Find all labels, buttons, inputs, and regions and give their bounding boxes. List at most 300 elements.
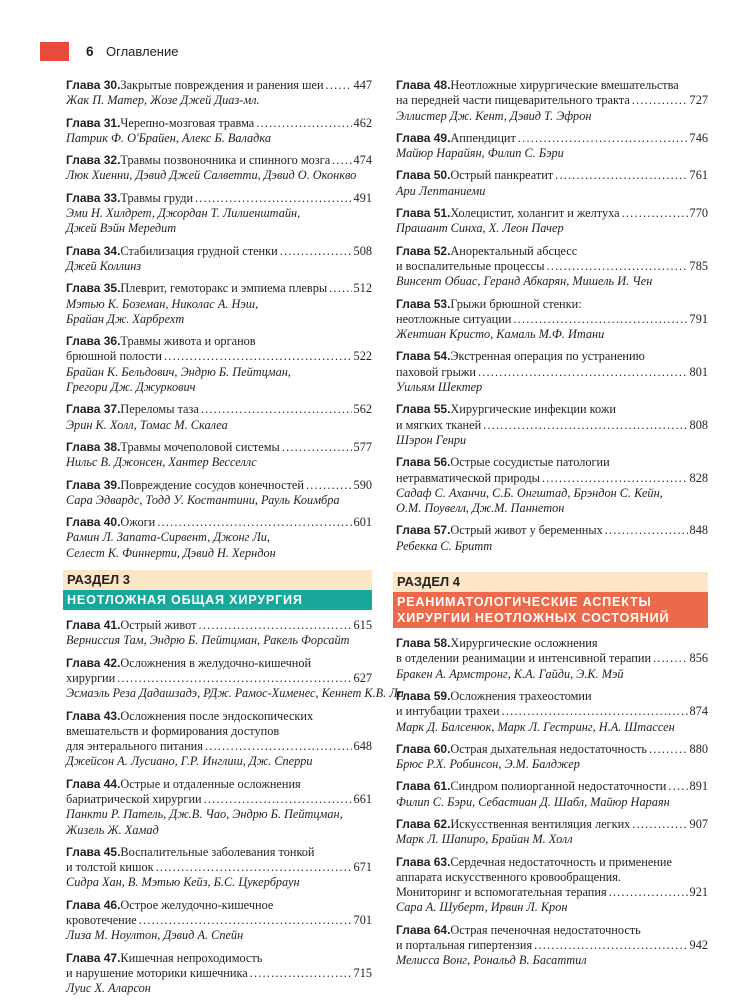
chapter-title-line [396, 418, 708, 433]
chapter-authors: Майюр Нарайян, Филип С. Бэри [396, 146, 564, 161]
chapter-title-line [66, 966, 372, 981]
chapter-title-line [66, 845, 372, 860]
dot-leader [199, 618, 352, 633]
chapter-label: Глава 34. [66, 243, 121, 258]
chapter-authors: Рамин Л. Запата-Сирвент, Джонг Ли, [66, 530, 271, 545]
toc-entry [396, 855, 708, 916]
chapter-authors: Джей Коллинз [66, 258, 142, 273]
chapter-authors: Садаф С. Аханчи, С.Б. Онгштад, Брэндон С. Кейн, [396, 485, 663, 500]
chapter-title-line [66, 440, 372, 455]
chapter-title: Хирургические инфекции кожи [450, 402, 616, 417]
chapter-label: Глава 31. [66, 115, 121, 130]
dot-leader [157, 515, 351, 530]
chapter-page-number: 522 [353, 349, 372, 364]
dot-leader [280, 244, 352, 259]
dot-leader [518, 131, 688, 146]
chapter-label: Глава 39. [66, 477, 121, 492]
chapter-label: Глава 41. [66, 618, 121, 633]
chapter-title-line [66, 951, 372, 966]
dot-leader [195, 191, 352, 206]
chapter-page-number: 512 [353, 281, 372, 296]
chapter-label: Глава 36. [66, 334, 121, 349]
chapter-authors: Сара Эдвардс, Тодд У. Костантини, Рауль Коимбра [66, 492, 340, 507]
dot-leader [649, 742, 688, 757]
toc-entry [66, 845, 372, 891]
chapter-title: и интубации трахеи [396, 704, 500, 719]
chapter-label: Глава 58. [396, 636, 451, 651]
chapter-title: Травмы груди [120, 190, 194, 205]
chapter-title-line [396, 455, 708, 470]
chapter-title-line [66, 402, 372, 417]
chapter-title-line [66, 244, 372, 259]
chapter-title: Экстренная операция по устранению [450, 349, 645, 364]
chapter-authors: Патрик Ф. О'Брайен, Алекс Б. Валадка [66, 130, 271, 145]
chapter-authors: Брюс Р.Х. Робинсон, Э.М. Балджер [396, 757, 580, 772]
chapter-title: Хирургические осложнения [450, 636, 598, 651]
chapter-title: Холецистит, холангит и желтуха [450, 206, 620, 221]
toc-entry [66, 116, 372, 147]
toc-entry [66, 709, 372, 770]
chapter-title-line [396, 651, 708, 666]
chapter-title-line [396, 365, 708, 380]
chapter-title-line [66, 656, 372, 671]
toc-entry [396, 523, 708, 554]
chapter-page-number: 701 [353, 913, 372, 928]
chapter-title-line [396, 523, 708, 538]
chapter-page-number: 746 [689, 130, 708, 145]
chapter-title-line [66, 191, 372, 206]
dot-leader [329, 281, 351, 296]
chapter-title: аппарата искусственного кровообращения. [396, 869, 621, 884]
chapter-title-line [396, 297, 708, 312]
chapter-authors: Селест К. Финнерти, Дэвид Н. Херндон [66, 545, 276, 560]
chapter-authors: О.М. Поувелл, Дж.М. Паннетон [396, 501, 565, 516]
chapter-title-line [396, 636, 708, 651]
chapter-authors: Сидра Хан, В. Мэтью Кейз, Б.С. Цукербраун [66, 875, 300, 890]
chapter-title-line [396, 779, 708, 794]
chapter-label: Глава 64. [396, 922, 451, 937]
chapter-title: Ожоги [120, 515, 156, 530]
toc-entry [396, 923, 708, 969]
toc-entry [66, 515, 372, 561]
chapter-title-line [396, 471, 708, 486]
chapter-authors: Жак П. Матер, Жозе Джей Диаз-мл. [66, 93, 260, 108]
chapter-page-number: 856 [689, 651, 708, 666]
chapter-page-number: 562 [353, 402, 372, 417]
chapter-page-number: 848 [689, 523, 708, 538]
toc-entry [66, 951, 372, 997]
chapter-title: брюшной полости [66, 349, 163, 364]
chapter-title-line [66, 913, 372, 928]
chapter-label: Глава 38. [66, 439, 121, 454]
chapter-title-line [66, 860, 372, 875]
toc-entry [66, 777, 372, 838]
chapter-title-line [66, 515, 372, 530]
chapter-title: Аноректальный абсцесс [450, 243, 578, 258]
chapter-authors: Брайан К. Бельдович, Эндрю Б. Пейтцман, [66, 364, 291, 379]
chapter-label: Глава 35. [66, 281, 121, 296]
chapter-authors: Нильс В. Джонсен, Хантер Весселлс [66, 455, 257, 470]
section-4-title [393, 592, 708, 628]
page-header [0, 42, 750, 64]
chapter-page-number: 801 [689, 364, 708, 379]
chapter-title-line [396, 923, 708, 938]
chapter-label: Глава 55. [396, 402, 451, 417]
chapter-title: Черепно-мозговая травма [120, 115, 255, 130]
chapter-title-line [396, 168, 708, 183]
toc-entry [396, 636, 708, 682]
dot-leader [483, 418, 687, 433]
toc-entry [396, 455, 708, 516]
chapter-title-line [396, 349, 708, 364]
dot-leader [250, 966, 352, 981]
toc-entry [66, 153, 372, 184]
chapter-title: Острый живот [120, 618, 197, 633]
chapter-title: для энтерального питания [66, 739, 203, 754]
chapter-page-number: 921 [689, 885, 708, 900]
toc-entry [66, 655, 404, 702]
dot-leader [668, 779, 687, 794]
chapter-authors: Бракен А. Армстронг, К.А. Гайди, Э.К. Мэй [396, 666, 624, 681]
chapter-title: Плеврит, гемоторакс и эмпиема плевры [120, 281, 328, 296]
dot-leader [282, 440, 352, 455]
dot-leader [547, 259, 688, 274]
chapter-title: неотложные ситуации [396, 311, 512, 326]
chapter-label: Глава 62. [396, 816, 451, 831]
chapter-title: на передней части пищеварительного тракта [396, 93, 630, 108]
chapter-title: Мониторинг и вспомогательная терапия [396, 885, 607, 900]
chapter-title: Травмы мочеполовой системы [120, 439, 280, 454]
chapter-label: Глава 59. [396, 688, 451, 703]
chapter-title-line [396, 131, 708, 146]
chapter-label: Глава 63. [396, 854, 451, 869]
chapter-authors: Эллистер Дж. Кент, Дэвид Т. Эфрон [396, 108, 592, 123]
chapter-authors: Марк Л. Шапиро, Брайан М. Холл [396, 832, 573, 847]
right-column [396, 78, 708, 976]
chapter-authors: Эми Н. Хилдрет, Джордан Т. Лилиенштайн, [66, 206, 301, 221]
chapter-authors: Сара А. Шуберт, Ирвин Л. Крон [396, 900, 568, 915]
chapter-title-line [396, 93, 708, 108]
chapter-page-number: 661 [353, 791, 372, 806]
chapter-authors: Жентиан Кристо, Камаль М.Ф. Итани [396, 327, 605, 342]
chapter-label: Глава 53. [396, 296, 451, 311]
chapter-page-number: 785 [689, 258, 708, 273]
chapter-title-line [66, 478, 372, 493]
chapter-title-line [396, 855, 708, 870]
toc-entry [396, 78, 708, 124]
chapter-page-number: 615 [353, 618, 372, 633]
chapter-authors: Марк Д. Балсенюк, Марк Л. Гестринг, Н.А. Штассен [396, 719, 675, 734]
chapter-page-number: 627 [353, 670, 372, 685]
chapter-page-number: 462 [353, 115, 372, 130]
toc-entry [396, 817, 708, 848]
chapter-title-line [66, 739, 372, 754]
toc-list-left-b [66, 618, 404, 997]
chapter-label: Глава 37. [66, 402, 121, 417]
chapter-title-line [396, 704, 708, 719]
chapter-title: Осложнения в желудочно-кишечной [120, 655, 312, 670]
chapter-title: Переломы таза [120, 402, 199, 417]
chapter-title: Повреждение сосудов конечностей [120, 477, 304, 492]
chapter-authors: Эрин К. Холл, Томас М. Скалеа [66, 417, 228, 432]
dot-leader [332, 153, 351, 168]
section-4-title-line: РЕАНИМАТОЛОГИЧЕСКИЕ АСПЕКТЫ [397, 595, 652, 610]
chapter-label: Глава 49. [396, 130, 451, 145]
chapter-title: и толстой кишок [66, 860, 154, 875]
chapter-authors: Филип С. Бэри, Себастиан Д. Шабл, Майюр Нараян [396, 794, 670, 809]
dot-leader [256, 116, 351, 131]
chapter-title: вмешательств и формирования доступов [66, 723, 280, 738]
dot-leader [156, 860, 352, 875]
chapter-title: нетравматической природы [396, 470, 540, 485]
chapter-title: Стабилизация грудной стенки [120, 243, 278, 258]
chapter-page-number: 942 [689, 938, 708, 953]
chapter-page-number: 761 [689, 168, 708, 183]
dot-leader [204, 792, 352, 807]
toc-entry [66, 191, 372, 237]
chapter-title: Острый живот у беременных [450, 523, 603, 538]
toc-list-right-b [396, 636, 708, 969]
dot-leader [542, 471, 688, 486]
chapter-authors: Винсент Обиас, Геранд Абкарян, Мишель И. Чен [396, 274, 653, 289]
toc-entry [66, 618, 372, 649]
section-3-label: РАЗДЕЛ 3 [63, 570, 372, 590]
chapter-title-line [66, 792, 372, 807]
chapter-title: Закрытые повреждения и ранения шеи [120, 78, 324, 92]
chapter-label: Глава 48. [396, 78, 451, 92]
dot-leader [605, 523, 688, 538]
dot-leader [164, 349, 352, 364]
toc-entry [396, 244, 708, 290]
chapter-authors: Шэрон Генри [396, 432, 467, 447]
dot-leader [632, 93, 688, 108]
toc-entry [66, 244, 372, 275]
chapter-label: Глава 54. [396, 349, 451, 364]
chapter-title: хирургии [66, 670, 116, 685]
chapter-title: Острый панкреатит [450, 168, 554, 183]
chapter-title: и воспалительные процессы [396, 258, 545, 273]
chapter-title-line [66, 709, 372, 724]
chapter-title-line [66, 349, 372, 364]
chapter-authors: Брайан Дж. Харбрехт [66, 311, 185, 326]
chapter-title-line [396, 689, 708, 704]
chapter-page-number: 648 [353, 739, 372, 754]
chapter-title: Кишечная непроходимость [120, 950, 263, 965]
section-3-title: НЕОТЛОЖНАЯ ОБЩАЯ ХИРУРГИЯ [63, 590, 372, 610]
chapter-label: Глава 57. [396, 523, 451, 538]
chapter-page-number: 601 [353, 515, 372, 530]
chapter-title: Синдром полиорганной недостаточности [450, 779, 667, 794]
chapter-authors: Панкти Р. Патель, Дж.В. Чао, Эндрю Б. Пейтцман, [66, 807, 343, 822]
chapter-label: Глава 33. [66, 190, 121, 205]
chapter-authors: Лиза М. Ноултон, Дэвид А. Спейн [66, 928, 244, 943]
chapter-title: Осложнения после эндоскопических [120, 708, 314, 723]
chapter-label: Глава 50. [396, 168, 451, 183]
chapter-title: Сердечная недостаточность и применение [450, 854, 672, 869]
chapter-page-number: 727 [689, 93, 708, 108]
chapter-authors: Мэтью К. Боземан, Николас А. Нэш, [66, 296, 259, 311]
dot-leader [622, 206, 688, 221]
toc-entry [396, 742, 708, 773]
section-3-header [63, 570, 372, 610]
chapter-authors: Ари Лептаниеми [396, 183, 486, 198]
chapter-title: Воспалительные заболевания тонкой [120, 844, 315, 859]
chapter-title-line [66, 724, 372, 739]
chapter-page-number: 808 [689, 417, 708, 432]
chapter-label: Глава 56. [396, 455, 451, 470]
chapter-page-number: 828 [689, 470, 708, 485]
toc-entry [66, 898, 372, 944]
chapter-label: Глава 40. [66, 515, 121, 530]
chapter-authors: Грегори Дж. Джуркович [66, 380, 196, 395]
toc-entry [396, 779, 708, 810]
toc-entry [66, 478, 372, 509]
chapter-label: Глава 51. [396, 206, 451, 221]
chapter-authors: Мелисса Вонг, Рональд В. Басаттил [396, 953, 587, 968]
toc-list-left-a [66, 78, 372, 561]
toc-entry [396, 297, 708, 343]
toc-entry [396, 689, 708, 735]
chapter-title-line [66, 116, 372, 131]
chapter-title-line [66, 334, 372, 349]
toc-list-right-a [396, 78, 708, 554]
chapter-authors: Эсмаэль Реза Дадашзадэ, РДж. Рамос-Хименес, Кеннет К.В. Ли [66, 686, 404, 701]
chapter-title: кровотечение [66, 913, 137, 928]
chapter-title-line [66, 78, 372, 93]
chapter-authors: Ребекка С. Бритт [396, 538, 493, 553]
chapter-title: Травмы живота и органов [120, 334, 256, 349]
chapter-page-number: 577 [353, 439, 372, 454]
toc-entry [396, 206, 708, 237]
chapter-title-line [66, 898, 372, 913]
chapter-label: Глава 32. [66, 153, 121, 168]
chapter-title-line [396, 885, 708, 900]
chapter-title: Острая дыхательная недостаточность [450, 741, 648, 756]
chapter-page-number: 491 [353, 190, 372, 205]
dot-leader [513, 312, 687, 327]
dot-leader [306, 478, 352, 493]
chapter-page-number: 891 [689, 779, 708, 794]
chapter-title-line [396, 312, 708, 327]
toc-entry [66, 402, 372, 433]
dot-leader [632, 817, 687, 832]
chapter-page-number: 474 [353, 153, 372, 168]
toc-entry [396, 402, 708, 448]
dot-leader [478, 365, 688, 380]
chapter-label: Глава 45. [66, 844, 121, 859]
chapter-title: Острые и отдаленные осложнения [120, 776, 301, 791]
chapter-title: Острая печеночная недостаточность [450, 922, 641, 937]
dot-leader [201, 402, 352, 417]
page-number: 6 [86, 44, 94, 59]
chapter-page-number: 508 [353, 243, 372, 258]
chapter-title-line [396, 206, 708, 221]
chapter-title: Острые сосудистые патологии [450, 455, 610, 470]
chapter-title-line [66, 281, 372, 296]
toc-entry [66, 281, 372, 327]
chapter-title-line [396, 870, 708, 885]
chapter-authors: Верниссия Там, Эндрю Б. Пейтцман, Ракель Форсайт [66, 633, 350, 648]
chapter-title-line [66, 671, 372, 686]
dot-leader [139, 913, 352, 928]
chapter-authors: Люк Хиенни, Дэвид Джей Салветти, Дэвид О. Оконкво [66, 168, 357, 183]
chapter-label: Глава 52. [396, 243, 451, 258]
dot-leader [117, 671, 351, 686]
chapter-authors: Прашант Синха, Х. Леон Пачер [396, 221, 564, 236]
chapter-title-line [396, 938, 708, 953]
section-4-title-line: ХИРУРГИИ НЕОТЛОЖНЫХ СОСТОЯНИЙ [397, 611, 670, 626]
chapter-page-number: 770 [689, 206, 708, 221]
section-4-header [393, 572, 708, 628]
chapter-authors: Джей Вэйн Мередит [66, 221, 177, 236]
chapter-title: Грыжи брюшной стенки: [450, 296, 582, 311]
toc-entry [396, 168, 708, 199]
chapter-label: Глава 47. [66, 950, 121, 965]
chapter-title: и нарушение моторики кишечника [66, 965, 248, 980]
dot-leader [555, 168, 687, 183]
chapter-title-line [66, 618, 372, 633]
chapter-title: Травмы позвоночника и спинного мозга [120, 153, 331, 168]
toc-entry [396, 131, 708, 162]
dot-leader [326, 78, 352, 93]
section-4-label: РАЗДЕЛ 4 [393, 572, 708, 592]
chapter-title-line [396, 259, 708, 274]
chapter-title: и портальная гипертензия [396, 938, 533, 953]
chapter-label: Глава 30. [66, 78, 121, 92]
toc-entry [66, 440, 372, 471]
chapter-title: Искусственная вентиляция легких [450, 816, 631, 831]
chapter-authors: Джейсон А. Лусиано, Г.Р. Инглиш, Дж. Сперри [66, 754, 313, 769]
chapter-title-line [396, 244, 708, 259]
chapter-label: Глава 43. [66, 708, 121, 723]
chapter-title-line [66, 777, 372, 792]
toc-entry [66, 334, 372, 395]
chapter-page-number: 447 [353, 78, 372, 92]
chapter-title: Аппендицит [450, 130, 516, 145]
header-color-bar [40, 42, 69, 61]
dot-leader [609, 885, 688, 900]
chapter-label: Глава 61. [396, 779, 451, 794]
chapter-authors: Жизель Ж. Хамад [66, 822, 159, 837]
chapter-title: Неотложные хирургические вмешательства [450, 78, 679, 92]
chapter-title: бариатрической хирургии [66, 791, 202, 806]
chapter-title-line [396, 817, 708, 832]
chapter-label: Глава 60. [396, 741, 451, 756]
chapter-page-number: 590 [353, 477, 372, 492]
left-column [66, 78, 404, 1004]
chapter-title: Острое желудочно-кишечное [120, 897, 274, 912]
header-title: Оглавление [106, 44, 179, 59]
chapter-page-number: 715 [353, 965, 372, 980]
chapter-page-number: 907 [689, 816, 708, 831]
chapter-title: Осложнения трахеостомии [450, 688, 592, 703]
chapter-page-number: 880 [689, 741, 708, 756]
chapter-page-number: 671 [353, 860, 372, 875]
chapter-label: Глава 46. [66, 897, 121, 912]
chapter-page-number: 874 [689, 704, 708, 719]
chapter-title: паховой грыжи [396, 364, 476, 379]
toc-entry [66, 78, 372, 109]
chapter-authors: Луис Х. Аларсон [66, 981, 151, 996]
chapter-title-line [396, 742, 708, 757]
dot-leader [502, 704, 688, 719]
dot-leader [205, 739, 352, 754]
toc-entry [396, 349, 708, 395]
chapter-title-line [396, 78, 708, 93]
chapter-label: Глава 44. [66, 776, 121, 791]
chapter-label: Глава 42. [66, 655, 121, 670]
chapter-title-line [396, 402, 708, 417]
